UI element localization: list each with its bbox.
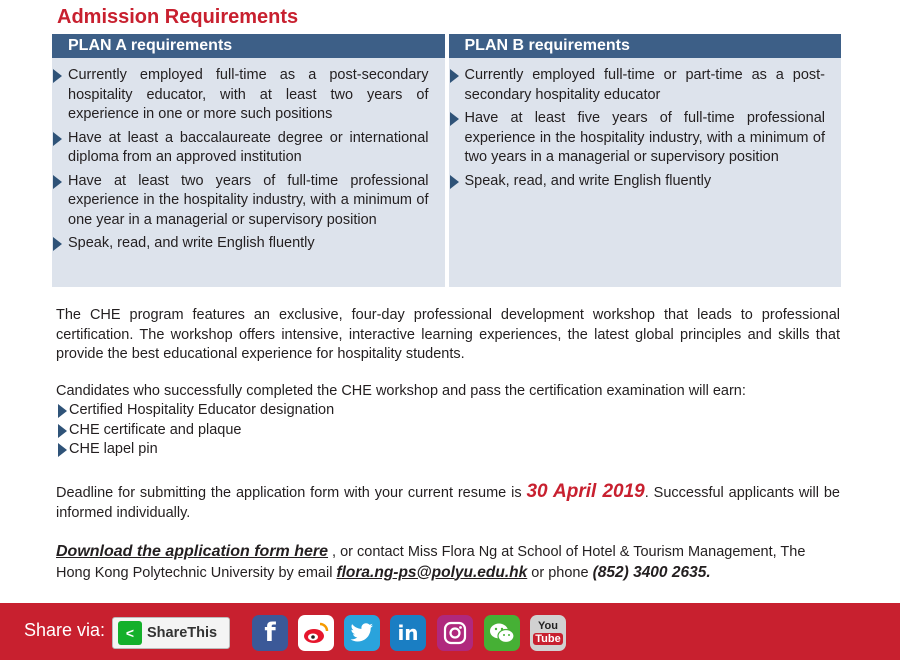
contact-paragraph: Download the application form here , or contact Miss Flora Ng at School of Hotel & Tourism Management, The Hong Kong Polytechnic University by email flora.ng-ps@polyu.edu.hk or phone (852) 3400 2635. <box>56 543 806 581</box>
plan-a-panel <box>52 34 445 287</box>
weibo-glyph <box>302 621 330 645</box>
share-icon: < <box>118 621 142 645</box>
plan-b-panel <box>449 34 842 287</box>
list-item: Currently employed full-time as a post-secondary hospitality educator, with at least two years of experience in one or more such positions <box>52 66 429 125</box>
plans-table <box>52 34 841 287</box>
list-item: Have at least five years of full-time professional experience in the hospitality industry, with a minimum of two years in a managerial or supervisory position <box>449 109 826 168</box>
linkedin-icon[interactable]: in <box>390 615 426 651</box>
wechat-glyph <box>488 621 516 645</box>
list-item: Speak, read, and write English fluently <box>449 172 826 192</box>
youtube-icon[interactable]: You Tube <box>530 615 566 651</box>
sharethis-label: ShareThis <box>147 625 218 641</box>
plan-a-heading: PLAN A requirements <box>52 34 445 58</box>
phone-number: (852) 3400 2635. <box>592 563 711 581</box>
plan-b-list <box>449 58 842 191</box>
deadline-date: 30 April 2019 <box>526 481 645 502</box>
plan-b-heading: PLAN B requirements <box>449 34 842 58</box>
sharethis-button[interactable] <box>112 617 230 649</box>
arrow-bullet-icon <box>450 175 459 189</box>
weibo-icon[interactable] <box>298 615 334 651</box>
arrow-bullet-icon <box>58 443 67 457</box>
arrow-bullet-icon <box>450 112 459 126</box>
list-item: CHE certificate and plaque <box>56 421 334 441</box>
download-form-link[interactable]: Download the application form here <box>56 543 329 560</box>
facebook-icon[interactable]: f <box>252 615 288 651</box>
program-paragraph: The CHE program features an exclusive, four-day professional development workshop that leads to professional certification. The workshop offers intensive, interactive learning experiences, the latest global principles and skills that provide the best educational experience for hospitality students. <box>56 307 840 362</box>
arrow-bullet-icon <box>53 175 62 189</box>
arrow-bullet-icon <box>53 69 62 83</box>
wechat-icon[interactable] <box>484 615 520 651</box>
arrow-bullet-icon <box>53 237 62 251</box>
earn-intro: Candidates who successfully completed the CHE workshop and pass the certification examination will earn: <box>56 383 746 399</box>
arrow-bullet-icon <box>53 132 62 146</box>
list-item: Have at least a baccalaureate degree or international diploma from an approved institution <box>52 129 429 168</box>
earn-list <box>56 401 334 460</box>
instagram-glyph <box>443 621 467 645</box>
page-title: Admission Requirements <box>57 6 299 28</box>
instagram-icon[interactable] <box>437 615 473 651</box>
plan-a-list <box>52 58 445 254</box>
arrow-bullet-icon <box>450 69 459 83</box>
share-footer <box>0 603 900 660</box>
share-label: Share via: <box>24 620 106 640</box>
list-item: Speak, read, and write English fluently <box>52 234 429 254</box>
list-item: CHE lapel pin <box>56 440 334 460</box>
arrow-bullet-icon <box>58 404 67 418</box>
list-item: Currently employed full-time or part-time as a post-secondary hospitality educator <box>449 66 826 105</box>
twitter-glyph <box>350 623 374 643</box>
deadline-paragraph: Deadline for submitting the application form with your current resume is 30 April 2019. Successful applicants will be informed individually. <box>56 481 840 521</box>
arrow-bullet-icon <box>58 424 67 438</box>
list-item: Have at least two years of full-time professional experience in the hospitality industry, with a minimum of one year in a managerial or supervisory position <box>52 172 429 231</box>
twitter-icon[interactable] <box>344 615 380 651</box>
list-item: Certified Hospitality Educator designation <box>56 401 334 421</box>
email-link[interactable]: flora.ng-ps@polyu.edu.hk <box>336 563 528 581</box>
